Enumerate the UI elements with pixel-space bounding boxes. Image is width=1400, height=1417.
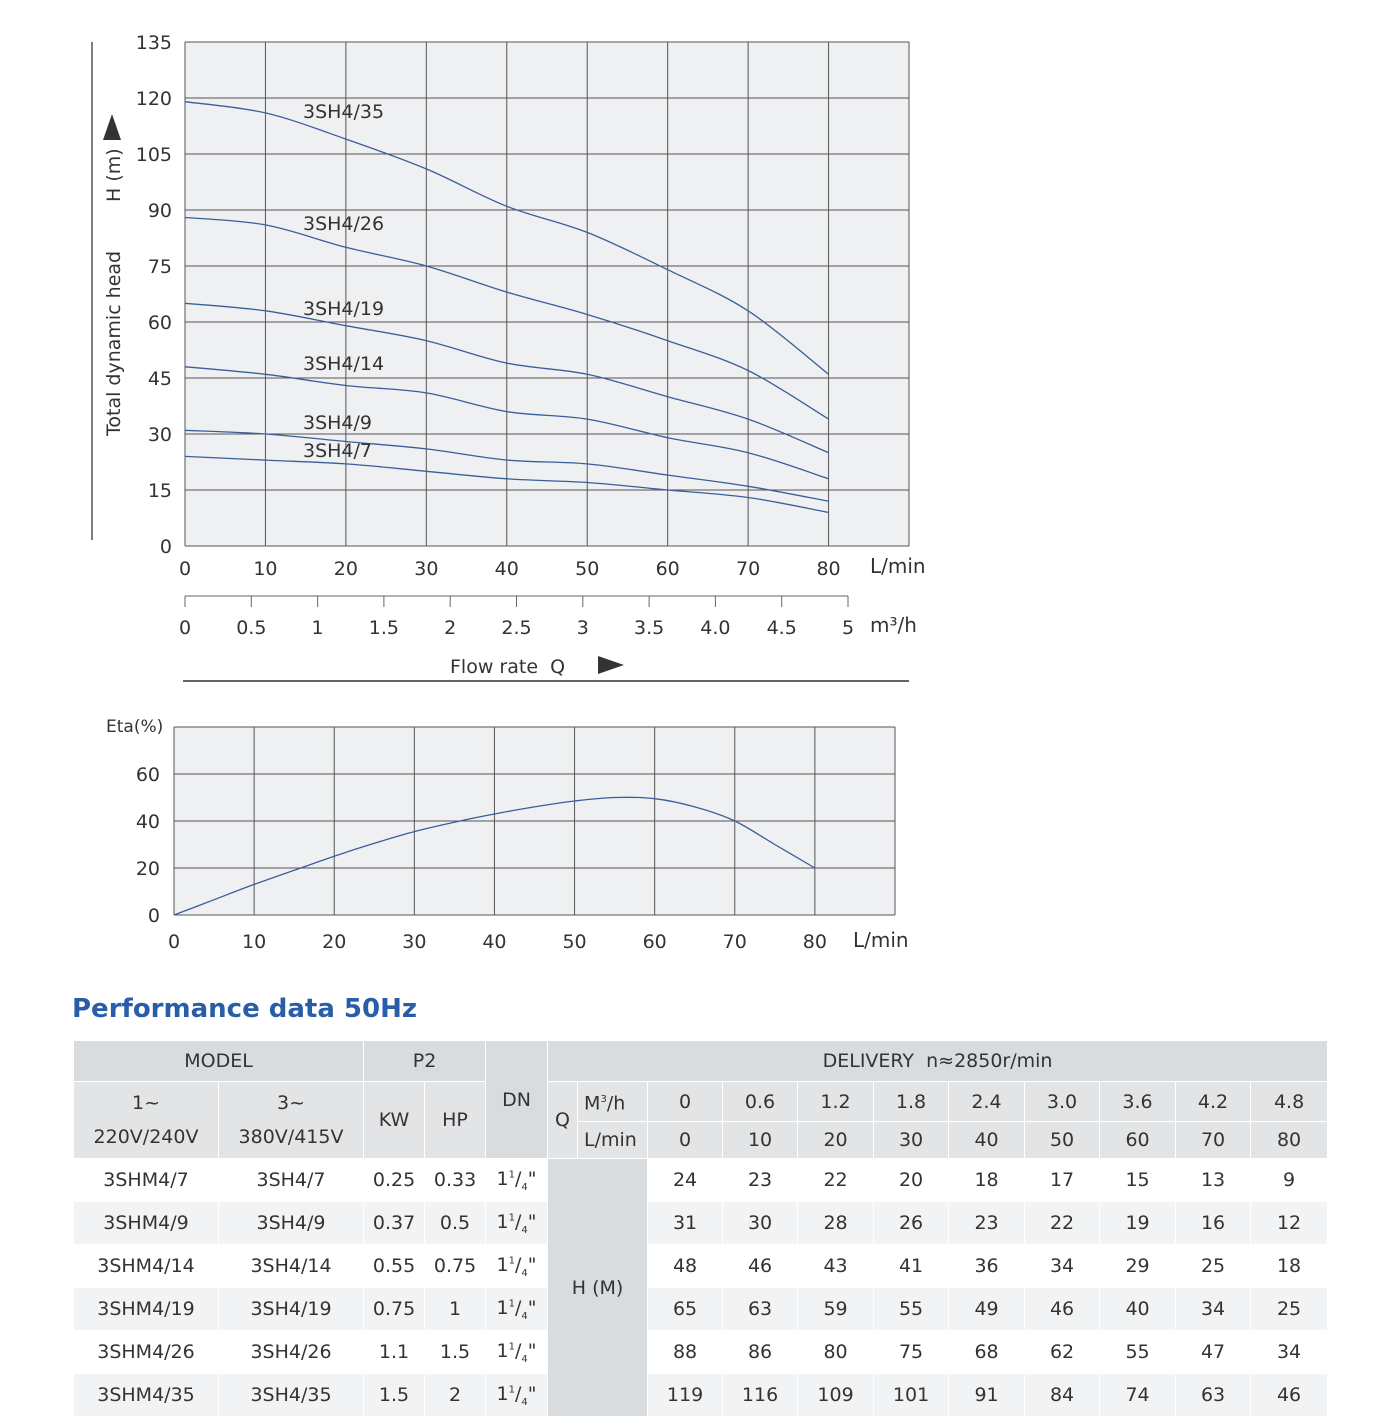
- head-value: 18: [949, 1159, 1025, 1202]
- flow-m3h-cell: 0: [648, 1082, 723, 1122]
- x-unit-label: L/min: [870, 554, 926, 578]
- head-value: 43: [798, 1245, 874, 1288]
- head-value: 29: [1100, 1245, 1176, 1288]
- y-axis-title: Total dynamic head: [103, 250, 125, 436]
- curve-label: 3SH4/14: [303, 353, 385, 375]
- m3h-tail: /h: [606, 1092, 626, 1115]
- single-phase-voltage: 220V/240V: [93, 1126, 199, 1149]
- head-value: 34: [1176, 1288, 1251, 1331]
- flow-lmin-cell: 0: [648, 1122, 723, 1159]
- head-value: 19: [1100, 1202, 1176, 1245]
- head-value: 59: [798, 1288, 874, 1331]
- head-value: 46: [723, 1245, 798, 1288]
- eta-x-unit-label: L/min: [853, 928, 909, 952]
- head-value: 23: [949, 1202, 1025, 1245]
- head-value: 34: [1251, 1331, 1328, 1374]
- head-value: 63: [723, 1288, 798, 1331]
- dn-tail: ": [527, 1167, 537, 1190]
- head-value: 80: [798, 1331, 874, 1374]
- secondary-tick-label: 4.5: [766, 617, 797, 639]
- head-value: 31: [648, 1202, 723, 1245]
- head-value: 63: [1176, 1374, 1251, 1417]
- kw-value: 0.25: [364, 1159, 425, 1202]
- head-value: 22: [798, 1159, 874, 1202]
- head-value: 47: [1176, 1331, 1251, 1374]
- eta-y-tick-label: 0: [147, 905, 160, 927]
- m3h-header: [578, 1082, 648, 1122]
- head-value: 75: [874, 1331, 949, 1374]
- eta-x-tick-label: 40: [482, 931, 507, 953]
- head-value: 65: [648, 1288, 723, 1331]
- secondary-tick-label: 3: [576, 617, 589, 639]
- head-flow-chart: [0, 0, 960, 700]
- eta-x-tick-label: 20: [322, 931, 347, 953]
- x-tick-label: 10: [253, 558, 278, 580]
- dn-den: 4: [521, 1267, 528, 1279]
- head-value: 17: [1025, 1159, 1100, 1202]
- eta-x-tick-label: 60: [642, 931, 667, 953]
- secondary-tick-label: 1: [311, 617, 324, 639]
- dn-value: [486, 1331, 548, 1374]
- secondary-tick-label: 2.5: [501, 617, 532, 639]
- y-axis-title-group: [103, 251, 125, 437]
- flow-m3h-cell: 1.8: [874, 1082, 949, 1122]
- x-tick-label: 20: [333, 558, 358, 580]
- head-value: 55: [1100, 1331, 1176, 1374]
- secondary-tick-label: 0: [178, 617, 192, 639]
- efficiency-chart: [0, 700, 960, 970]
- head-value: 25: [1176, 1245, 1251, 1288]
- x-tick-label: 30: [414, 558, 439, 580]
- dn-slash: /: [515, 1210, 522, 1233]
- head-value: 13: [1176, 1159, 1251, 1202]
- hp-value: 2: [425, 1374, 486, 1417]
- y-axis-arrow-icon: [103, 114, 121, 140]
- eta-y-tick-label: 60: [135, 764, 160, 786]
- x-tick-label: 80: [816, 558, 841, 580]
- head-value: 22: [1025, 1202, 1100, 1245]
- kw-value: 1.1: [364, 1331, 425, 1374]
- head-value: 116: [723, 1374, 798, 1417]
- head-value: 48: [648, 1245, 723, 1288]
- kw-value: 0.55: [364, 1245, 425, 1288]
- y-tick-label: 75: [147, 256, 172, 278]
- x-tick-label: 70: [736, 558, 761, 580]
- dn-value: [486, 1245, 548, 1288]
- dn-value: [486, 1159, 548, 1202]
- hp-value: 1: [425, 1288, 486, 1331]
- dn-den: 4: [521, 1224, 528, 1236]
- eta-y-ticks: [136, 764, 160, 927]
- y-tick-label: 90: [147, 200, 172, 222]
- eta-x-tick-label: 80: [802, 931, 827, 953]
- head-value: 41: [874, 1245, 949, 1288]
- y-tick-label: 60: [147, 312, 172, 334]
- three-phase-model: 3SH4/7: [219, 1159, 364, 1202]
- head-value: 36: [949, 1245, 1025, 1288]
- head-value: 12: [1251, 1202, 1328, 1245]
- secondary-tick-label: 4.0: [700, 617, 731, 639]
- three-phase-label: 3~: [277, 1092, 306, 1115]
- three-phase-model: 3SH4/14: [219, 1245, 364, 1288]
- single-phase-model: 3SHM4/14: [74, 1245, 219, 1288]
- table-row: [74, 1331, 1328, 1374]
- dn-den: 4: [521, 1181, 528, 1193]
- dn-int: 1: [496, 1253, 509, 1276]
- m3h-base: M: [584, 1092, 601, 1115]
- dn-slash: /: [515, 1339, 522, 1362]
- x-tick-label: 50: [575, 558, 600, 580]
- lmin-header: L/min: [578, 1122, 648, 1159]
- head-value: 18: [1251, 1245, 1328, 1288]
- dn-slash: /: [515, 1382, 522, 1405]
- dn-tail: ": [527, 1382, 537, 1405]
- flow-m3h-cell: 1.2: [798, 1082, 874, 1122]
- three-phase-model: 3SH4/26: [219, 1331, 364, 1374]
- head-value: 101: [874, 1374, 949, 1417]
- secondary-tick-label: 1.5: [368, 617, 400, 639]
- secondary-tick-label: 3.5: [633, 617, 665, 639]
- kw-header: KW: [364, 1082, 425, 1159]
- x-tick-label: 0: [178, 558, 192, 580]
- performance-data-title: Performance data 50Hz: [72, 994, 418, 1024]
- dn-int: 1: [496, 1382, 509, 1405]
- dn-value: [486, 1202, 548, 1245]
- secondary-tick-label: 5: [841, 617, 855, 639]
- three-phase-voltage: 380V/415V: [238, 1126, 344, 1149]
- kw-value: 0.75: [364, 1288, 425, 1331]
- hp-header: HP: [425, 1082, 486, 1159]
- head-value: 20: [874, 1159, 949, 1202]
- head-value: 46: [1025, 1288, 1100, 1331]
- secondary-x-unit-label: m³/h: [870, 613, 917, 637]
- q-header: Q: [548, 1082, 578, 1159]
- head-value: 26: [874, 1202, 949, 1245]
- head-value: 86: [723, 1331, 798, 1374]
- dn-slash: /: [515, 1296, 522, 1319]
- dn-slash: /: [515, 1167, 522, 1190]
- secondary-tick-label: 2: [444, 617, 457, 639]
- dn-num: 1: [508, 1255, 515, 1267]
- three-phase-model: 3SH4/19: [219, 1288, 364, 1331]
- single-phase-model: 3SHM4/7: [74, 1159, 219, 1202]
- three-phase-model: 3SH4/35: [219, 1374, 364, 1417]
- curve-label: 3SH4/26: [303, 213, 385, 235]
- single-phase-model: 3SHM4/19: [74, 1288, 219, 1331]
- y-tick-label: 30: [147, 424, 172, 446]
- x-axis-title: Flow rate Q: [450, 656, 566, 678]
- head-value: 30: [723, 1202, 798, 1245]
- y-axis-unit: H (m): [103, 148, 125, 202]
- x-axis-ticks: [179, 558, 841, 580]
- model-header: MODEL: [74, 1041, 364, 1082]
- dn-num: 1: [508, 1212, 515, 1224]
- flow-lmin-cell: 70: [1176, 1122, 1251, 1159]
- head-value: 109: [798, 1374, 874, 1417]
- x-axis-arrow-icon: [598, 656, 624, 674]
- y-tick-label: 45: [147, 368, 172, 390]
- head-value: 49: [949, 1288, 1025, 1331]
- single-phase-header: [74, 1082, 219, 1159]
- eta-x-tick-label: 30: [402, 931, 427, 953]
- eta-x-tick-label: 50: [562, 931, 587, 953]
- eta-x-tick-label: 10: [242, 931, 267, 953]
- single-phase-model: 3SHM4/26: [74, 1331, 219, 1374]
- head-value: 55: [874, 1288, 949, 1331]
- dn-int: 1: [496, 1167, 509, 1190]
- hp-value: 0.75: [425, 1245, 486, 1288]
- dn-tail: ": [527, 1339, 537, 1362]
- curve-label: 3SH4/19: [303, 298, 385, 320]
- flow-lmin-cell: 30: [874, 1122, 949, 1159]
- y-tick-label: 120: [135, 88, 172, 110]
- dn-num: 1: [508, 1298, 515, 1310]
- flow-m3h-cell: 3.0: [1025, 1082, 1100, 1122]
- flow-lmin-cell: 80: [1251, 1122, 1328, 1159]
- plot-area: [185, 42, 909, 546]
- eta-y-tick-label: 20: [135, 858, 160, 880]
- head-value: 34: [1025, 1245, 1100, 1288]
- flow-lmin-cell: 60: [1100, 1122, 1176, 1159]
- flow-lmin-cell: 40: [949, 1122, 1025, 1159]
- y-tick-label: 105: [135, 144, 172, 166]
- head-value: 15: [1100, 1159, 1176, 1202]
- flow-m3h-cell: 4.2: [1176, 1082, 1251, 1122]
- secondary-axis-ticks: [179, 596, 854, 639]
- head-value: 24: [648, 1159, 723, 1202]
- head-value: 74: [1100, 1374, 1176, 1417]
- head-value: 84: [1025, 1374, 1100, 1417]
- curve-label: 3SH4/7: [303, 440, 373, 462]
- single-phase-model: 3SHM4/9: [74, 1202, 219, 1245]
- eta-x-ticks: [168, 931, 827, 953]
- dn-tail: ": [527, 1253, 537, 1276]
- three-phase-model: 3SH4/9: [219, 1202, 364, 1245]
- flow-lmin-cell: 20: [798, 1122, 874, 1159]
- head-value: 40: [1100, 1288, 1176, 1331]
- flow-lmin-cell: 10: [723, 1122, 798, 1159]
- dn-num: 1: [508, 1384, 515, 1396]
- flow-m3h-cell: 0.6: [723, 1082, 798, 1122]
- dn-int: 1: [496, 1296, 509, 1319]
- p2-header: P2: [364, 1041, 486, 1082]
- table-row: [74, 1288, 1328, 1331]
- head-value: 91: [949, 1374, 1025, 1417]
- curve-label: 3SH4/9: [303, 412, 373, 434]
- dn-den: 4: [521, 1353, 528, 1365]
- hp-value: 0.33: [425, 1159, 486, 1202]
- table-row: [74, 1374, 1328, 1417]
- curve-label: 3SH4/35: [303, 101, 385, 123]
- eta-x-tick-label: 70: [722, 931, 747, 953]
- dn-int: 1: [496, 1210, 509, 1233]
- delivery-header: DELIVERY n≈2850r/min: [548, 1041, 1328, 1082]
- x-tick-label: 40: [494, 558, 519, 580]
- three-phase-header: [219, 1082, 364, 1159]
- dn-int: 1: [496, 1339, 509, 1362]
- eta-x-tick-label: 0: [167, 931, 181, 953]
- head-value: 88: [648, 1331, 723, 1374]
- secondary-tick-label: 0.5: [236, 617, 267, 639]
- flow-m3h-cell: 4.8: [1251, 1082, 1328, 1122]
- head-value: 68: [949, 1331, 1025, 1374]
- hp-value: 0.5: [425, 1202, 486, 1245]
- kw-value: 1.5: [364, 1374, 425, 1417]
- head-unit-cell: H (M): [548, 1159, 648, 1417]
- flow-lmin-cell: 50: [1025, 1122, 1100, 1159]
- single-phase-label: 1~: [131, 1092, 160, 1115]
- dn-tail: ": [527, 1296, 537, 1319]
- head-value: 46: [1251, 1374, 1328, 1417]
- m3h-exp: 3: [600, 1094, 607, 1105]
- head-value: 119: [648, 1374, 723, 1417]
- table-row: [74, 1202, 1328, 1245]
- flow-m3h-cell: 2.4: [949, 1082, 1025, 1122]
- head-value: 62: [1025, 1331, 1100, 1374]
- dn-num: 1: [508, 1341, 515, 1353]
- head-value: 25: [1251, 1288, 1328, 1331]
- dn-tail: ": [527, 1210, 537, 1233]
- eta-axis-title: Eta(%): [106, 717, 164, 737]
- dn-value: [486, 1288, 548, 1331]
- dn-header: DN: [486, 1041, 548, 1159]
- dn-slash: /: [515, 1253, 522, 1276]
- y-tick-label: 135: [135, 32, 172, 54]
- x-tick-label: 60: [655, 558, 680, 580]
- head-value: 28: [798, 1202, 874, 1245]
- kw-value: 0.37: [364, 1202, 425, 1245]
- dn-num: 1: [508, 1169, 515, 1181]
- single-phase-model: 3SHM4/35: [74, 1374, 219, 1417]
- dn-value: [486, 1374, 548, 1417]
- head-value: 23: [723, 1159, 798, 1202]
- y-tick-label: 15: [147, 480, 172, 502]
- dn-den: 4: [521, 1396, 528, 1408]
- dn-den: 4: [521, 1310, 528, 1322]
- y-axis-unit-group: [103, 148, 125, 202]
- hp-value: 1.5: [425, 1331, 486, 1374]
- eta-y-tick-label: 40: [135, 811, 160, 833]
- y-axis-ticks: [136, 32, 172, 558]
- table-row: [74, 1245, 1328, 1288]
- flow-m3h-cell: 3.6: [1100, 1082, 1176, 1122]
- head-value: 9: [1251, 1159, 1328, 1202]
- head-value: 16: [1176, 1202, 1251, 1245]
- performance-table: [73, 1040, 1328, 1417]
- y-tick-label: 0: [159, 536, 172, 558]
- table-row: [74, 1159, 1328, 1202]
